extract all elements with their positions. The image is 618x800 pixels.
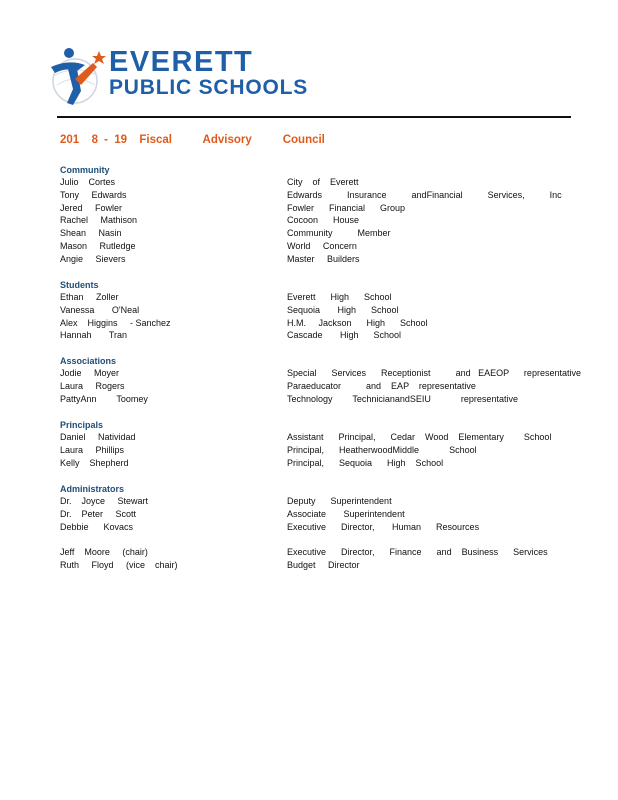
member-affiliation: Assistant Principal, Cedar Wood Elementary School	[287, 432, 552, 442]
member-row	[60, 393, 580, 406]
member-affiliation: Master Builders	[287, 253, 360, 264]
member-name: Kelly Shepherd	[60, 457, 129, 468]
member-affiliation: Paraeducator and EAP representative	[287, 380, 476, 391]
member-row	[60, 202, 580, 215]
member-affiliation: Principal, HeatherwoodMiddle School	[287, 444, 477, 455]
member-affiliation: City of Everett	[287, 177, 359, 187]
section-students	[60, 279, 580, 342]
member-row	[60, 508, 580, 521]
section-administrators	[60, 483, 580, 572]
member-name: Shean Nasin	[60, 228, 122, 239]
member-affiliation: Technology TechnicianandSEIU representative	[287, 393, 518, 404]
member-name: Jered Fowler	[60, 202, 123, 213]
logo-wordmark-public-schools: PUBLIC SCHOOLS	[109, 76, 309, 99]
member-affiliation: H.M. Jackson High School	[287, 317, 428, 328]
member-affiliation: Principal, Sequoia High School	[287, 457, 444, 468]
logo-wordmark-everett: EVERETT	[109, 46, 254, 78]
section-heading: Principals	[60, 420, 104, 430]
section-principals	[60, 419, 580, 469]
section-heading: Community	[60, 165, 110, 175]
member-affiliation: Everett High School	[287, 292, 392, 302]
member-row	[60, 329, 580, 342]
member-name: Ruth Floyd (vice chair)	[60, 559, 178, 570]
header-divider	[57, 116, 571, 118]
member-row	[60, 521, 580, 534]
member-row	[60, 317, 580, 330]
member-name: Rachel Mathison	[60, 215, 138, 226]
member-row	[60, 444, 580, 457]
member-name: Laura Phillips	[60, 444, 125, 455]
section-heading: Administrators	[60, 484, 125, 494]
member-name: Angie Sievers	[60, 253, 126, 264]
member-affiliation: Deputy Superintendent	[287, 496, 392, 506]
member-name: Hannah Tran	[60, 330, 128, 341]
member-affiliation: Community Member	[287, 228, 391, 239]
member-name: Tony Edwards	[60, 189, 127, 200]
member-name: Laura Rogers	[60, 380, 125, 391]
member-affiliation: Budget Director	[287, 559, 360, 570]
member-affiliation: World Concern	[287, 240, 357, 251]
member-row	[60, 176, 580, 189]
member-row	[60, 495, 580, 508]
member-name: Daniel Natividad	[60, 432, 136, 442]
section-associations	[60, 355, 580, 405]
member-row	[60, 189, 580, 202]
member-row	[60, 533, 580, 546]
member-name: Jeff Moore (chair)	[60, 547, 148, 558]
member-row	[60, 291, 580, 304]
member-affiliation: Sequoia High School	[287, 304, 399, 315]
member-affiliation: Fowler Financial Group	[287, 202, 406, 213]
member-row	[60, 431, 580, 444]
member-name: Dr. Joyce Stewart	[60, 496, 149, 506]
section-community	[60, 164, 580, 266]
member-row	[60, 546, 580, 559]
member-name: Debbie Kovacs	[60, 521, 134, 532]
member-row	[60, 214, 580, 227]
member-affiliation: Special Services Receptionist and EAEOP representative	[287, 368, 581, 378]
member-row	[60, 457, 580, 470]
member-affiliation: Associate Superintendent	[287, 508, 405, 519]
member-name: Ethan Zoller	[60, 292, 119, 302]
leaping-figure-logo-icon	[47, 45, 109, 107]
member-name: Julio Cortes	[60, 177, 116, 187]
page-title: 201 8 - 19 Fiscal Advisory Council	[60, 134, 325, 146]
member-row	[60, 240, 580, 253]
member-affiliation: Executive Director, Human Resources	[287, 521, 480, 532]
member-row	[60, 367, 580, 380]
member-affiliation: Edwards Insurance andFinancial Services, Inc	[287, 189, 562, 200]
member-name: Alex Higgins - Sanchez	[60, 317, 171, 328]
member-name: Jodie Moyer	[60, 368, 120, 378]
member-name: Vanessa O'Neal	[60, 304, 140, 315]
member-affiliation: Cascade High School	[287, 330, 402, 341]
member-row	[60, 304, 580, 317]
section-heading: Associations	[60, 356, 117, 366]
member-affiliation: Cocoon House	[287, 215, 360, 226]
member-row	[60, 227, 580, 240]
member-affiliation: Executive Director, Finance and Business Services	[287, 547, 548, 558]
member-row	[60, 559, 580, 572]
section-heading: Students	[60, 280, 99, 290]
member-name: Dr. Peter Scott	[60, 508, 137, 519]
member-name: Mason Rutledge	[60, 240, 136, 251]
everett-public-schools-logo	[47, 45, 309, 110]
member-name: PattyAnn Toomey	[60, 393, 148, 404]
member-row	[60, 380, 580, 393]
member-row	[60, 253, 580, 266]
